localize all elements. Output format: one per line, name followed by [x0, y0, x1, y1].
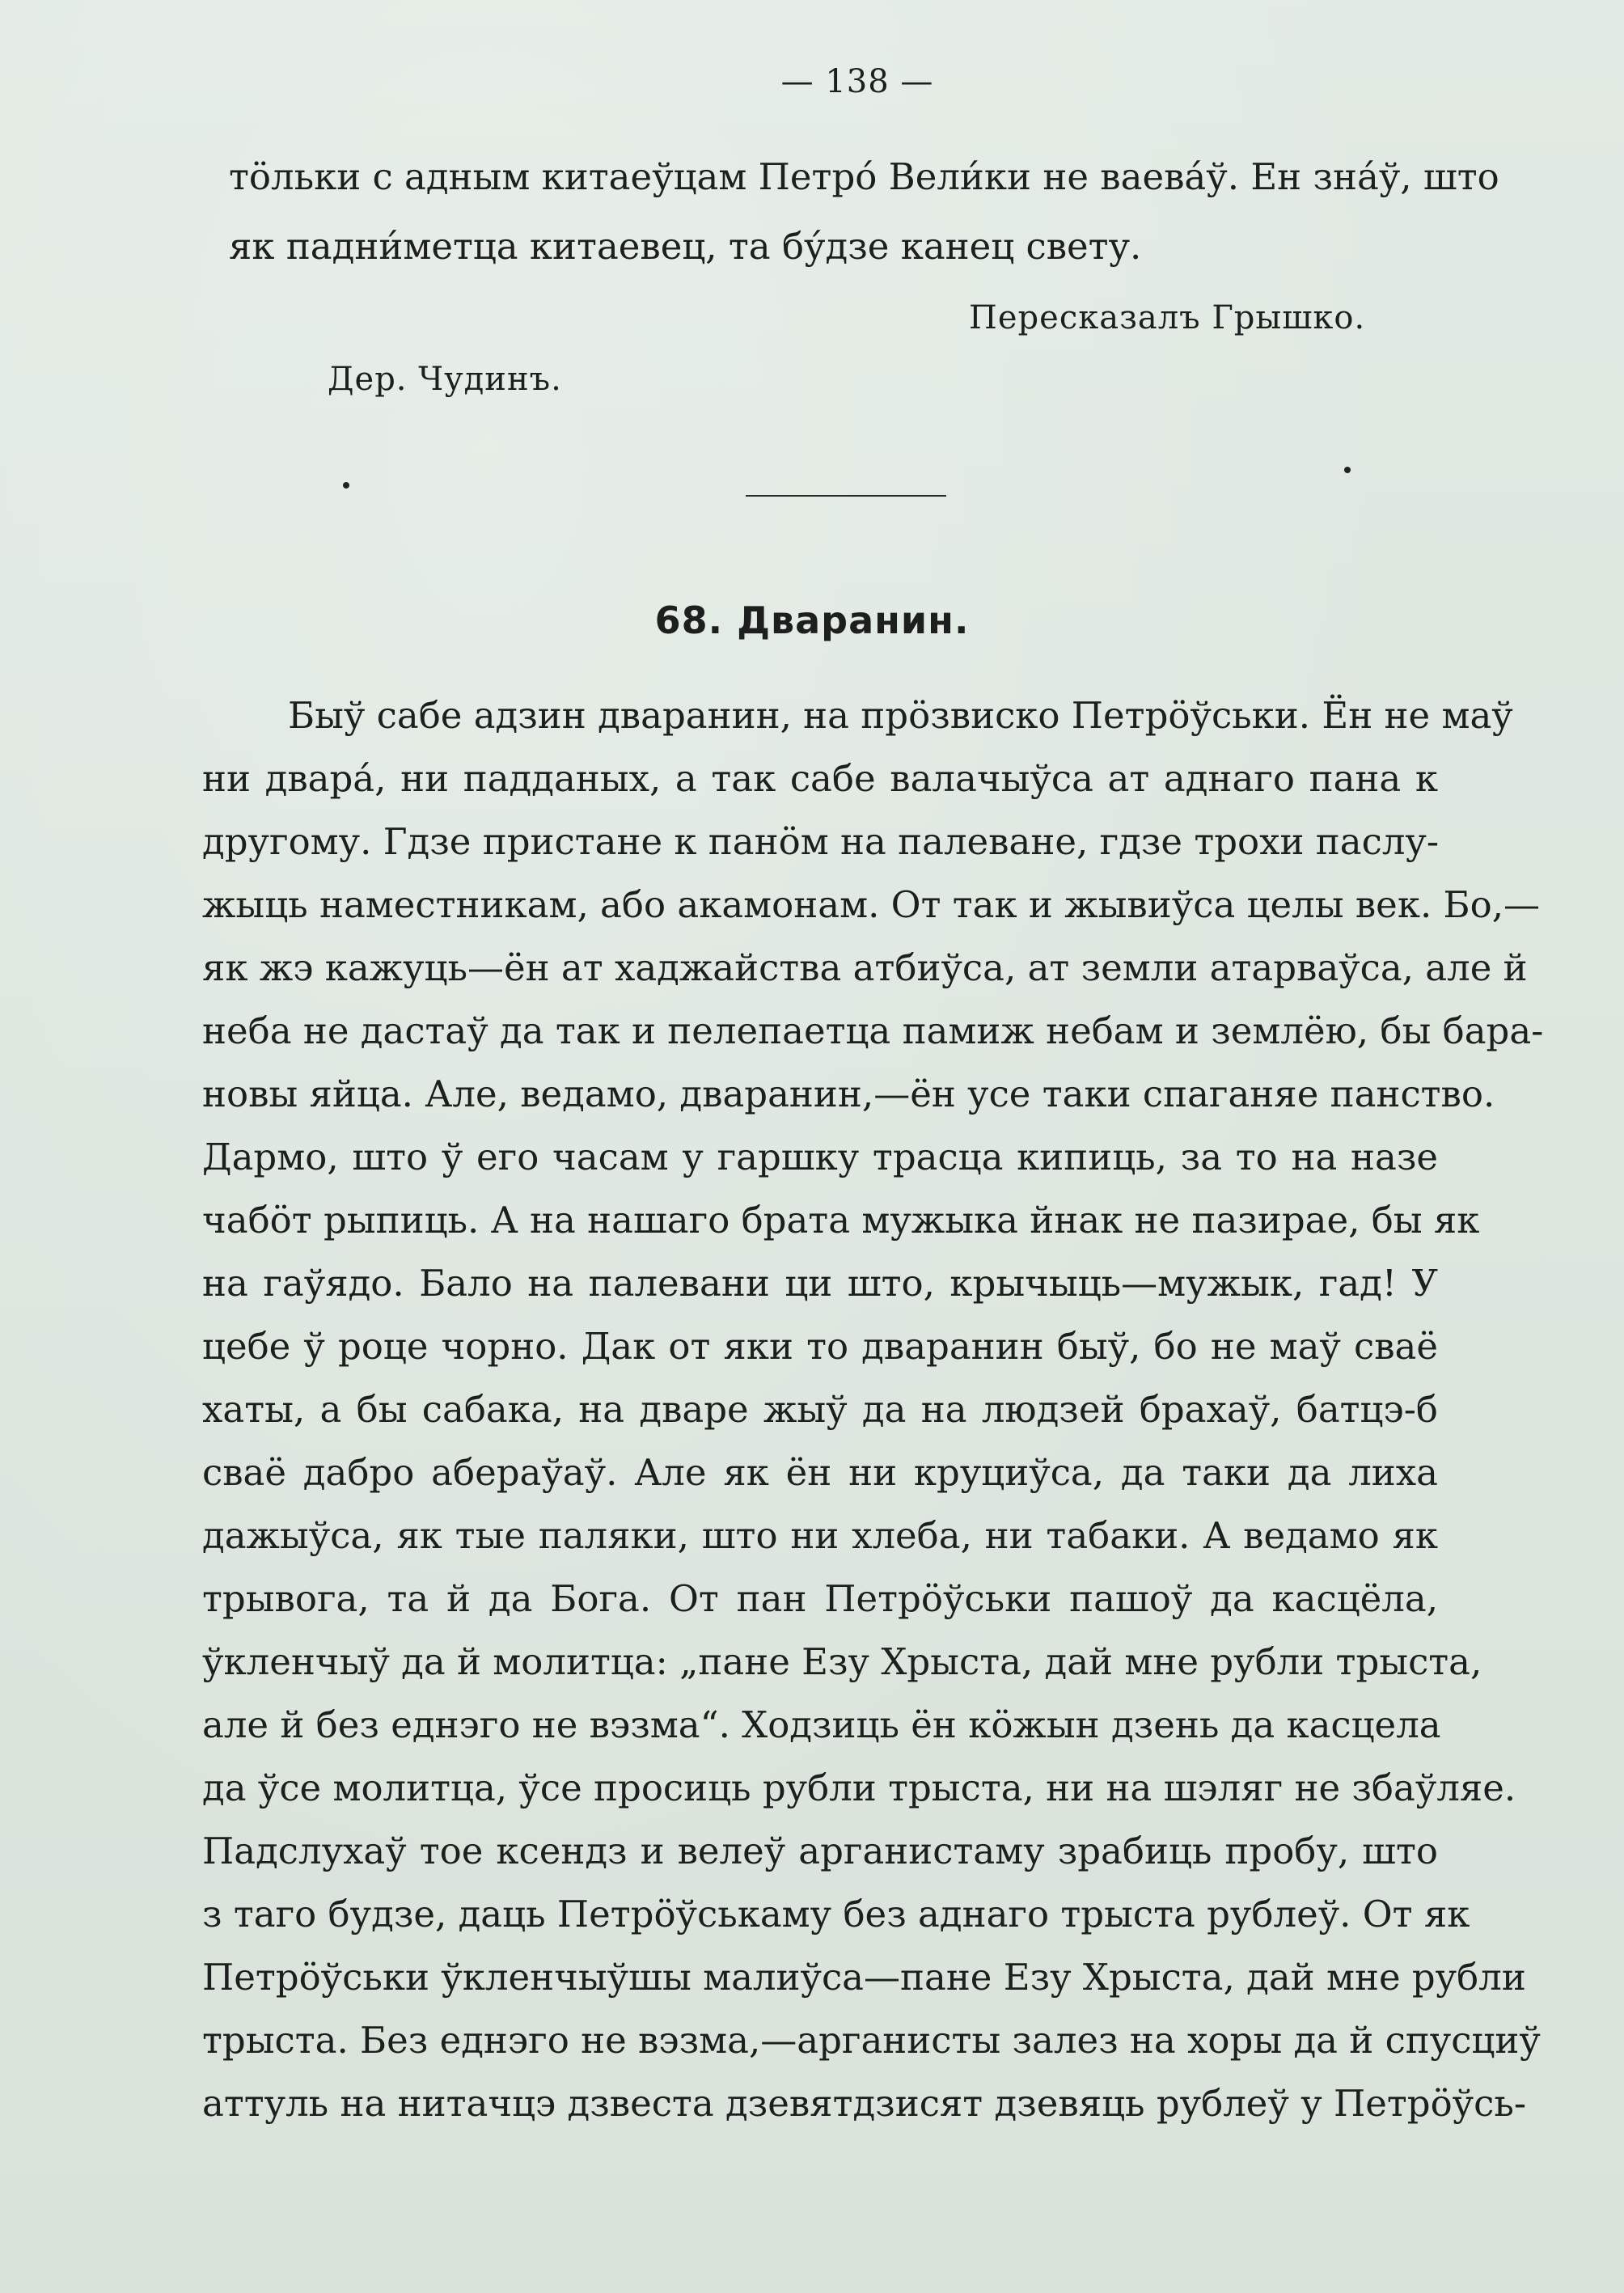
story-line: Быў сабе адзин дваранин, на прӧзвиско Петрӧўськи. Ён не маў [288, 694, 1513, 737]
story-line: трывога, та й да Бога. От пан Петрӧўськи пашоў да касцёла, [202, 1577, 1438, 1620]
intro-line-1: тӧльки с адным китаеўцам Петро́ Вели́ки не ваева́ў. Ен зна́ў, што [229, 155, 1499, 198]
story-line: аттуль на нитачцэ дзвеста дзевятдзисят дзевяць рублеў у Петрӧўсь- [202, 2082, 1527, 2125]
ink-speck [343, 482, 349, 489]
story-line: але й без еднэго не вэзма“. Ходзиць ён кӧжын дзень да касцела [202, 1703, 1441, 1746]
intro-line-2: як падни́метца китаевец, та бу́дзе канец свету. [229, 225, 1142, 268]
story-line: трыста. Без еднэго не вэзма,—арганисты залез на хоры да й спусциў [202, 2019, 1541, 2062]
story-line: ни двара́, ни падданых, а так сабе валачыўса ат аднаго пана к [202, 757, 1438, 800]
story-title: 68. Дваранин. [654, 599, 970, 642]
story-line: Петрӧўськи ўкленчыўшы малиўса—пане Езу Хрыста, дай мне рубли [202, 1956, 1526, 1999]
story-line: Падслухаў тое ксендз и велеў арганистаму зрабиць пробу, што [202, 1830, 1438, 1872]
story-line: цебе ў роце чорно. Дак от яки то дваранин быў, бо не маў сваё [202, 1325, 1438, 1368]
story-line: ўкленчыў да й молитца: „пане Езу Хрыста, дай мне рубли трыста, [202, 1640, 1482, 1683]
story-line: чабӧт рыпиць. А на нашаго брата мужыка йнак не пазирае, бы як [202, 1199, 1480, 1242]
retold-by: Пересказалъ Грышко. [969, 299, 1366, 336]
section-divider [746, 495, 946, 497]
story-line: дажыўса, як тые паляки, што ни хлеба, ни табаки. А ведамо як [202, 1514, 1438, 1557]
story-line: хаты, а бы сабака, на дваре жыў да на людзей брахаў, батцэ-б [202, 1388, 1438, 1431]
story-line: другому. Гдзе пристане к панӧм на палеване, гдзе трохи паслу- [202, 820, 1440, 863]
story-line: як жэ кажуць—ён ат хаджайства атбиўса, ат земли атарваўса, але й [202, 946, 1528, 989]
story-line: неба не дастаў да так и пелепаетца памиж небам и землёю, бы бара- [202, 1009, 1544, 1052]
story-line: сваё дабро абераўаў. Але як ён ни круциўса, да таки да лиха [202, 1451, 1438, 1494]
village-name: Дер. Чудинъ. [328, 361, 562, 398]
story-line: Дармо, што ў его часам у гаршку трасца кипиць, за то на назе [202, 1136, 1438, 1178]
page-number: — 138 — [780, 63, 934, 100]
story-line: з таго будзе, даць Петрӧўськаму без аднаго трыста рублеў. От як [202, 1893, 1470, 1936]
story-line: на гаўядо. Бало на палевани ци што, крычыць—мужык, гад! У [202, 1262, 1438, 1305]
story-line: новы яйца. Але, ведамо, дваранин,—ён усе таки спаганяе панство. [202, 1072, 1495, 1115]
story-line: да ўсе молитца, ўсе просиць рубли трыста, ни на шэляг не збаўляе. [202, 1766, 1516, 1809]
story-line: жыць наместникам, або акамонам. От так и жывиўса целы век. Бо,— [202, 883, 1541, 926]
ink-speck [1344, 467, 1351, 473]
